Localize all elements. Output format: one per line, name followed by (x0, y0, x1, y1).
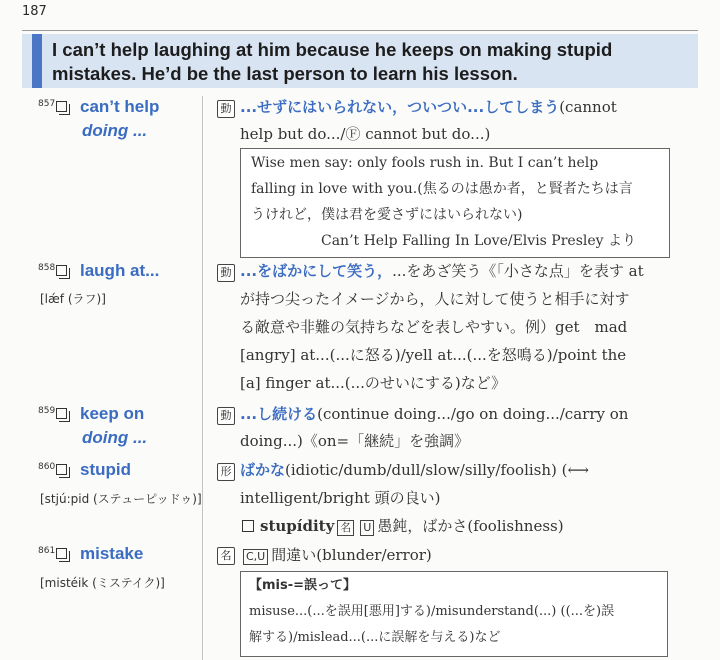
entry-number: 859 (38, 406, 56, 416)
header-rule (22, 30, 698, 31)
pronunciation: [mistéik (ミステイク)] (40, 576, 165, 590)
example-source: Can’t Help Falling In Love/Elvis Presley より (321, 233, 637, 249)
definition-line: [angry] at...(...に怒る)/yell at...(...を怒鳴る)/point the (240, 346, 627, 364)
example-box (240, 148, 670, 258)
definition-line: [a] finger at...(...のせいにする)など》 (240, 374, 507, 392)
part-of-speech-verb-icon: 動 (217, 407, 235, 425)
definition-line (240, 97, 617, 117)
definition-ja: ...をばかにして笑う， (240, 262, 393, 280)
definition-note: ...をあざ笑う《「小さな点」を表す at (392, 262, 644, 280)
key-sentence (52, 38, 692, 86)
checkbox-icon[interactable] (56, 265, 67, 276)
key-sentence-line-2: mistakes. He’d be the last person to learn his lesson. (52, 63, 518, 84)
definition-paren: (cannot (559, 98, 617, 116)
part-of-speech-noun-icon: 名 (217, 547, 235, 565)
example-line: Wise men say: only fools rush in. But I can’t help (251, 155, 599, 171)
prefix-line: 解する)/mislead...(...に誤解を与える)など (249, 630, 501, 645)
part-of-speech-verb-icon: 動 (217, 100, 235, 118)
checkbox-icon[interactable] (56, 548, 67, 559)
definition-ja: ばかな (240, 461, 286, 479)
definition-paren: (continue doing.../go on doing.../carry on (317, 405, 629, 423)
key-sentence-banner (22, 34, 698, 88)
definition-ja: ...し続ける (240, 405, 318, 423)
part-of-speech-verb-icon: 動 (217, 264, 235, 282)
definition-line (240, 261, 644, 281)
definition-line: help but do.../Ⓕ cannot but do...) (240, 125, 491, 143)
definition-line: る敵意や非難の気持ちなどを表しやすい。例）get mad (240, 318, 628, 336)
checkbox-icon[interactable] (56, 408, 67, 419)
noun-label-icon: 名 (337, 520, 354, 536)
page-number: 187 (22, 4, 47, 19)
derivative-line (242, 516, 564, 536)
entry-headword: mistake (80, 544, 144, 563)
entry-headword: keep on (80, 404, 145, 423)
definition-line: doing...)《on=「継続」を強調》 (240, 432, 470, 450)
pronunciation: [stjú:pid (ステューピッドゥ)] (40, 492, 202, 506)
entry-headword-continuation: doing ... (82, 428, 148, 447)
definition-line (240, 545, 432, 565)
example-line: falling in love with you.(焦るのは愚か者，と賢者たちは言 (251, 181, 633, 197)
definition-paren: (idiotic/dumb/dull/slow/silly/foolish) (⟷ (285, 461, 590, 479)
entry-number: 858 (38, 263, 56, 273)
uncountable-label-icon: U (360, 520, 374, 536)
definition-ja: 間違い(blunder/error) (271, 546, 432, 564)
definition-line (240, 404, 628, 424)
checkbox-icon[interactable] (56, 464, 67, 475)
prefix-line: misuse...(...を誤用[悪用]する)/misunderstand(...) ((...を)誤 (249, 604, 615, 619)
entry-headword: can’t help (80, 97, 160, 116)
entry-number: 857 (38, 99, 56, 109)
definition-line: が持つ尖ったイメージから，人に対して使うと相手に対す (240, 290, 630, 308)
definition-line: intelligent/bright 頭の良い) (240, 489, 441, 507)
entry-headword: laugh at... (80, 261, 160, 280)
checkbox-icon[interactable] (56, 101, 67, 112)
pronunciation: [lǽf (ラフ)] (40, 292, 106, 306)
derivative-checkbox-icon[interactable] (242, 520, 254, 532)
entry-headword-continuation: doing ... (82, 121, 148, 140)
banner-accent-bar (32, 34, 42, 88)
countable-uncountable-label-icon: C,U (243, 549, 268, 565)
prefix-title: 【mis-=誤って】 (249, 578, 357, 593)
entry-number: 860 (38, 462, 56, 472)
entry-headword: stupid (80, 460, 131, 479)
entry-number: 861 (38, 546, 56, 556)
prefix-note-box (240, 571, 668, 657)
key-sentence-line-1: I can’t help laughing at him because he keeps on making stupid (52, 39, 613, 60)
derivative-definition: 愚鈍，ばかさ(foolishness) (377, 517, 564, 535)
example-line: うけれど，僕は君を愛さずにはいられない) (251, 207, 523, 223)
column-divider (202, 96, 203, 660)
part-of-speech-adjective-icon: 形 (217, 463, 235, 481)
derivative-word: stupídity (260, 517, 335, 535)
definition-ja: ...せずにはいられない，ついつい...してしまう (240, 98, 560, 116)
definition-line (240, 460, 589, 480)
